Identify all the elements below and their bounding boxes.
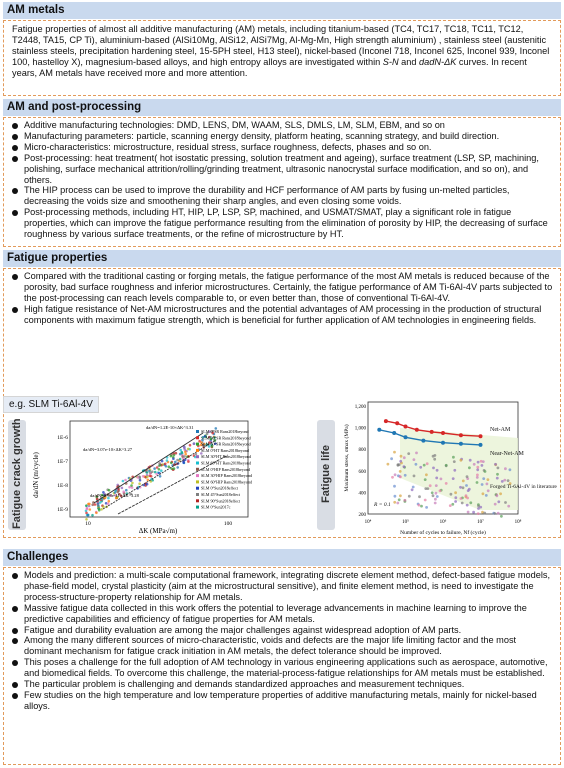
data-point — [89, 508, 92, 511]
data-point — [412, 486, 415, 489]
near-net-am-label: Near-Net-AM — [490, 451, 524, 457]
data-point — [176, 466, 179, 469]
sn-curve-chart — [340, 398, 560, 538]
y-tick-label: 1,000 — [354, 426, 366, 432]
legend-swatch — [196, 449, 199, 452]
data-point — [486, 483, 489, 486]
data-point — [436, 469, 439, 472]
data-point — [166, 459, 169, 462]
data-point — [497, 500, 500, 503]
italic-term: dadN-ΔK — [419, 57, 457, 67]
data-point — [399, 494, 402, 497]
data-point — [184, 453, 187, 456]
data-point — [125, 489, 128, 492]
legend-label: SLM 60°HT Rans2018beyond — [201, 460, 252, 466]
data-point — [454, 496, 457, 499]
data-point — [399, 476, 402, 479]
data-point — [468, 488, 471, 491]
y-tick-label: 1E-8 — [57, 483, 68, 489]
data-point — [487, 478, 490, 481]
data-point — [469, 459, 472, 462]
data-point — [95, 512, 98, 515]
data-point — [387, 463, 390, 466]
data-point — [398, 498, 401, 501]
data-point — [164, 463, 167, 466]
data-point — [146, 471, 149, 474]
data-point — [467, 511, 470, 514]
data-point — [477, 461, 480, 464]
y-axis-label: da/dN (m/cycle) — [32, 452, 40, 498]
x-axis-label: ΔK (MPa√m) — [138, 527, 178, 535]
y-tick-label: 200 — [358, 513, 366, 518]
data-point — [449, 504, 452, 507]
data-point — [407, 452, 410, 455]
data-point — [453, 469, 456, 472]
data-point — [174, 461, 177, 464]
data-point — [159, 475, 162, 478]
data-point — [468, 466, 471, 469]
data-point — [465, 494, 468, 497]
data-point — [425, 506, 428, 509]
data-point — [418, 504, 421, 507]
data-point — [88, 503, 91, 506]
data-point — [193, 443, 196, 446]
data-point — [146, 476, 149, 479]
data-point — [493, 512, 496, 515]
data-point — [460, 497, 463, 500]
data-point — [494, 463, 497, 466]
data-point — [452, 456, 455, 459]
data-point — [393, 451, 396, 454]
data-point — [397, 464, 400, 467]
data-point — [108, 489, 111, 492]
series-point — [479, 443, 483, 447]
data-point — [481, 464, 484, 467]
series-point — [441, 431, 445, 435]
data-point — [482, 492, 485, 495]
legend-label: SLM 0°SR Rans2018beyond — [201, 429, 249, 434]
data-point — [99, 501, 102, 504]
data-point — [87, 514, 90, 517]
y-axis-label: Maximum stress, σmax (MPa) — [344, 424, 350, 492]
data-point — [399, 470, 402, 473]
data-point — [507, 479, 510, 482]
data-point — [432, 467, 435, 470]
data-point — [450, 493, 453, 496]
data-point — [400, 455, 403, 458]
data-point — [130, 484, 133, 487]
data-point — [413, 458, 416, 461]
data-point — [461, 502, 464, 505]
data-point — [436, 495, 439, 498]
data-point — [483, 512, 486, 515]
data-point — [477, 505, 480, 508]
data-point — [432, 494, 435, 497]
data-point — [394, 495, 397, 498]
data-point — [424, 487, 427, 490]
data-point — [451, 503, 454, 506]
data-point — [420, 505, 423, 508]
data-point — [503, 479, 506, 482]
data-point — [85, 505, 88, 508]
bullet-item: Micro-characteristics: microstructure, residual stress, surface roughness, defects, phases and so on. — [12, 142, 554, 153]
data-point — [482, 460, 485, 463]
bullet-item: Models and prediction: a multi-scale computational framework, integrating discrete element method, defect-based fatigue models, phase-field model, crystal plasticity (aim at the microstructural sensitive), and finite element method, is need to investigate the process-structure-property relationship for AM metals. — [12, 570, 554, 603]
series-point — [404, 425, 408, 429]
data-point — [434, 502, 437, 505]
data-point — [172, 457, 175, 460]
data-point — [472, 511, 475, 514]
legend-swatch — [196, 436, 199, 439]
bullet-item: Post-processing: heat treatment( hot isostatic pressing, solution treatment and ageing), surface treatment (LSP, SP, machining, polishing, surface mechanical attrition/rolling/grinding treatment, ultrasonic nanocrystal surface modification, and so on), and others. — [12, 153, 554, 186]
legend-label: SLM 0°HIP Rans2018beyond — [201, 466, 251, 472]
data-point — [176, 459, 179, 462]
legend-label: SLM 30°SR Rans2018beyond — [201, 435, 251, 441]
data-point — [390, 457, 393, 460]
section-header-am-metals: AM metals — [3, 2, 561, 19]
data-point — [91, 504, 94, 507]
data-point — [435, 492, 438, 495]
section-header-post-processing: AM and post-processing — [3, 99, 561, 116]
data-point — [187, 448, 190, 451]
data-point — [432, 455, 435, 458]
legend-swatch — [196, 474, 199, 477]
data-point — [504, 501, 507, 504]
data-point — [91, 514, 94, 517]
y-tick-label: 1E-6 — [57, 435, 68, 441]
data-point — [433, 458, 436, 461]
legend-label: SLM 0°Sun2018effect — [201, 485, 238, 491]
data-point — [504, 467, 507, 470]
data-point — [425, 473, 428, 476]
data-point — [465, 484, 468, 487]
series-point — [377, 428, 381, 432]
data-point — [85, 512, 88, 515]
legend-label: SLM 60°HIP Rans2018beyond — [201, 479, 253, 485]
data-point — [399, 460, 402, 463]
data-point — [147, 479, 150, 482]
series-point — [404, 435, 408, 439]
data-point — [170, 455, 173, 458]
y-tick-label: 600 — [358, 469, 366, 475]
data-point — [85, 518, 88, 521]
data-point — [173, 467, 176, 470]
legend-swatch — [196, 506, 199, 509]
data-point — [160, 469, 163, 472]
data-point — [476, 481, 479, 484]
data-point — [501, 480, 504, 483]
data-point — [165, 465, 168, 468]
data-point — [124, 479, 127, 482]
data-point — [150, 475, 153, 478]
challenges-box — [3, 567, 561, 765]
legend-label: SLM 60°SR Rans2018beyond — [201, 441, 251, 447]
crack-growth-chart — [28, 415, 313, 535]
data-point — [476, 468, 479, 471]
data-point — [413, 475, 416, 478]
data-point — [476, 466, 479, 469]
data-point — [462, 480, 465, 483]
section-header-fatigue-properties: Fatigue properties — [3, 250, 561, 267]
data-point — [496, 477, 499, 480]
series-point — [479, 434, 483, 438]
data-point — [462, 486, 465, 489]
data-point — [415, 452, 418, 455]
data-point — [477, 507, 480, 510]
data-point — [179, 458, 182, 461]
data-point — [507, 505, 510, 508]
example-label: e.g. SLM Ti-6Al-4V — [3, 396, 99, 413]
legend-label: SLM 90°Sun2018effect — [201, 498, 240, 504]
data-point — [179, 453, 182, 456]
legend-swatch — [196, 480, 199, 483]
data-point — [459, 486, 462, 489]
series-point — [421, 439, 425, 443]
legend-label: SLM 30°HT Rans2018beyond — [201, 454, 252, 460]
data-point — [138, 482, 141, 485]
am-metals-text: Fatigue properties of almost all additive manufacturing (AM) metals, including titanium-based (TC4, TC17, TC18, TC11, TC12, T2448, TA15, CP Ti), aluminium-based (AlSi10Mg, AlSi12, AlSi7Mg, Al-Mg-Mn, High strength aluminium) , stainless steel (austenitic stainless steels, precipitation hardening steel, 15-5PH steel, H13 steel), nickel-based (Inconel 718, Inconel 625, Inconel 939, Inconel 100, hastelloy X), magnesium-based alloys, and high entropy alloys are investigated within S-N and dadN-ΔK curves. In recent years, AM metals have received more and more attention. — [12, 24, 550, 78]
bullet-item: High fatigue resistance of Net-AM microstructures and the potential advantages of AM processing in the production of structural components with maximum fatigue strength, which is beneficial for further application of AM technologies in engineering fields. — [12, 304, 554, 326]
data-point — [408, 495, 411, 498]
data-point — [466, 504, 469, 507]
legend-label: SLM 45°Sun2018effect — [201, 492, 240, 497]
data-point — [142, 475, 145, 478]
forged-label: Forged Ti-6Al-4V in literature — [490, 484, 557, 490]
legend-swatch — [196, 493, 199, 496]
x-axis-label: Number of cycles to failure, Nf (cycle) — [400, 530, 486, 536]
data-point — [183, 455, 186, 458]
data-point — [460, 459, 463, 462]
data-point — [466, 475, 469, 478]
legend-swatch — [196, 443, 199, 446]
bullet-item: Manufacturing parameters: particle, scanning energy density, platform heating, scanning strategy, and build direction. — [12, 131, 554, 142]
data-point — [155, 473, 158, 476]
legend-label: SLM 0°HT Rans2018beyond — [201, 447, 249, 453]
legend-label: SLM 0°Sun2017c — [201, 504, 231, 510]
net-am-label: Net-AM — [490, 427, 511, 433]
data-point — [454, 491, 457, 494]
series-point — [384, 419, 388, 423]
data-point — [454, 500, 457, 503]
section-header-challenges: Challenges — [3, 549, 561, 566]
bullet-item: Few studies on the high temperature and low temperature properties of additive manufacturing metals, mainly for nickel-based alloys. — [12, 690, 554, 712]
fatigue-life-label: Fatigue life — [320, 444, 332, 504]
data-point — [86, 508, 89, 511]
series-point — [441, 441, 445, 445]
data-point — [435, 484, 438, 487]
data-point — [189, 444, 192, 447]
data-point — [404, 499, 407, 502]
legend-swatch — [196, 487, 199, 490]
data-point — [153, 467, 156, 470]
italic-term: S-N — [382, 57, 399, 67]
data-point — [476, 474, 479, 477]
data-point — [403, 456, 406, 459]
data-point — [429, 484, 432, 487]
data-point — [466, 497, 469, 500]
fit-annotation: da/dN=8.98e-11×ΔK^3.28 — [90, 493, 139, 498]
data-point — [403, 465, 406, 468]
data-point — [439, 489, 442, 492]
data-point — [424, 499, 427, 502]
data-point — [477, 512, 480, 515]
series-point — [430, 430, 434, 434]
fatigue-crack-growth-label: Fatigue crack growth — [11, 418, 23, 529]
data-point — [131, 482, 134, 485]
fit-annotation: da/dN=3.07e-10×ΔK^3.27 — [83, 447, 133, 452]
x-tick-label: 10 — [85, 521, 91, 527]
series-point — [395, 421, 399, 425]
data-point — [394, 473, 397, 476]
x-tick-label: 10⁷ — [477, 520, 484, 525]
data-point — [136, 476, 139, 479]
data-point — [445, 482, 448, 485]
data-point — [98, 509, 101, 512]
legend-swatch — [196, 468, 199, 471]
data-point — [434, 498, 437, 501]
data-point — [170, 462, 173, 465]
data-point — [426, 462, 429, 465]
data-point — [184, 451, 187, 454]
data-point — [476, 476, 479, 479]
bullet-item: Fatigue and durability evaluation are among the major challenges against widespread adoption of AM parts. — [12, 625, 554, 636]
data-point — [473, 463, 476, 466]
data-point — [411, 488, 414, 491]
bullet-item: Post-processing methods, including HT, HIP, LP, LSP, SP, machined, and USMAT/SMAT, play a significant role in fatigue properties, which can improve the fatigue performance resulting from the elimination of porosity by HIP, the decreasing of surface roughness by various surface treatments, or the refine of microstructure by HT. — [12, 207, 554, 240]
y-tick-label: 400 — [358, 491, 366, 497]
data-point — [168, 465, 171, 468]
data-point — [419, 466, 422, 469]
data-point — [100, 508, 103, 511]
y-tick-label: 1,200 — [354, 405, 366, 410]
bullet-item: Additive manufacturing technologies: DMD, LENS, DM, WAAM, SLS, DMLS, LM, SLM, EBM, and so on — [12, 120, 554, 131]
data-point — [396, 502, 399, 505]
legend-label: SLM 30°HIP Rans2018beyond — [201, 473, 253, 479]
data-point — [497, 467, 500, 470]
series-point — [459, 433, 463, 437]
data-point — [107, 502, 110, 505]
data-point — [415, 463, 418, 466]
data-point — [418, 495, 421, 498]
data-point — [404, 474, 407, 477]
data-point — [453, 460, 456, 463]
post-processing-box — [3, 117, 561, 247]
data-point — [179, 449, 182, 452]
data-point — [148, 470, 151, 473]
data-point — [122, 480, 125, 483]
x-tick-label: 10⁸ — [514, 520, 522, 525]
data-point — [182, 461, 185, 464]
data-point — [482, 477, 485, 480]
data-point — [175, 452, 178, 455]
series-point — [459, 442, 463, 446]
data-point — [485, 494, 488, 497]
data-point — [187, 460, 190, 463]
bullet-item: This poses a challenge for the full adoption of AM technology in various engineering applications such as aerospace, automotive, and biomedical fields. To overcome this challenge, the material-process-fatigue relationships for AM metals must be established. — [12, 657, 554, 679]
data-point — [431, 491, 434, 494]
y-tick-label: 1E-9 — [57, 507, 68, 513]
x-tick-label: 10⁴ — [364, 520, 372, 525]
r-ratio-label: R = 0.1 — [374, 502, 391, 508]
legend-swatch — [196, 430, 199, 433]
data-point — [393, 485, 396, 488]
bullet-item: Among the many different sources of micro-characteristic, voids and defects are the major life limiting factor and the most dominant mechanism for fatigue crack initiation in AM metals, the defect tolerance should be improved. — [12, 635, 554, 657]
data-point — [496, 494, 499, 497]
data-point — [121, 487, 124, 490]
legend-swatch — [196, 462, 199, 465]
data-point — [435, 477, 438, 480]
bullet-item: The HIP process can be used to improve the durability and HCF performance of AM parts by fusing un-melted particles, decreasing the voids size and smoothening their sharp angles, and even closing some voids. — [12, 185, 554, 207]
data-point — [445, 464, 448, 467]
data-point — [497, 512, 500, 515]
data-point — [481, 483, 484, 486]
am-metals-box — [3, 20, 561, 96]
bullet-item: Massive fatigue data collected in this work offers the potential to leverage advancements in machine learning to improve the predictive capabilities and efficiency of fatigue properties for AM metals. — [12, 603, 554, 625]
x-tick-label: 10⁵ — [402, 520, 409, 525]
data-point — [509, 468, 512, 471]
legend-swatch — [196, 499, 199, 502]
data-point — [424, 478, 427, 481]
legend-swatch — [196, 455, 199, 458]
data-point — [195, 453, 198, 456]
data-point — [183, 447, 186, 450]
data-point — [484, 470, 487, 473]
data-point — [94, 503, 97, 506]
data-point — [423, 464, 426, 467]
data-point — [499, 492, 502, 495]
data-point — [151, 470, 154, 473]
bullet-item: Compared with the traditional casting or forging metals, the fatigue performance of the most AM metals is reduced because of the porosity, bad surface roughness and inferior microstructures. Certainly, the fatigue performance of AM Ti-6Al-4V parts subjected to the post-processing can reach levels comparable to, or even better than, those of conventional Ti-6Al-4V. — [12, 271, 554, 304]
bullet-item: The particular problem is challenging and demands standardized approaches and measurement techniques. — [12, 679, 554, 690]
x-tick-label: 100 — [223, 521, 233, 527]
fit-annotation: da/dN=1.2E-10×ΔK^3.31 — [146, 425, 194, 430]
data-point — [500, 515, 503, 518]
data-point — [452, 477, 455, 480]
data-point — [391, 476, 394, 479]
data-point — [496, 473, 499, 476]
data-point — [108, 500, 111, 503]
data-point — [494, 503, 497, 506]
x-tick-label: 10⁶ — [439, 520, 447, 525]
data-point — [146, 483, 149, 486]
series-point — [392, 431, 396, 435]
y-tick-label: 1E-7 — [57, 459, 68, 465]
data-point — [469, 501, 472, 504]
data-point — [393, 501, 396, 504]
data-point — [440, 478, 443, 481]
series-point — [415, 428, 419, 432]
data-point — [158, 462, 161, 465]
y-tick-label: 800 — [358, 448, 366, 454]
